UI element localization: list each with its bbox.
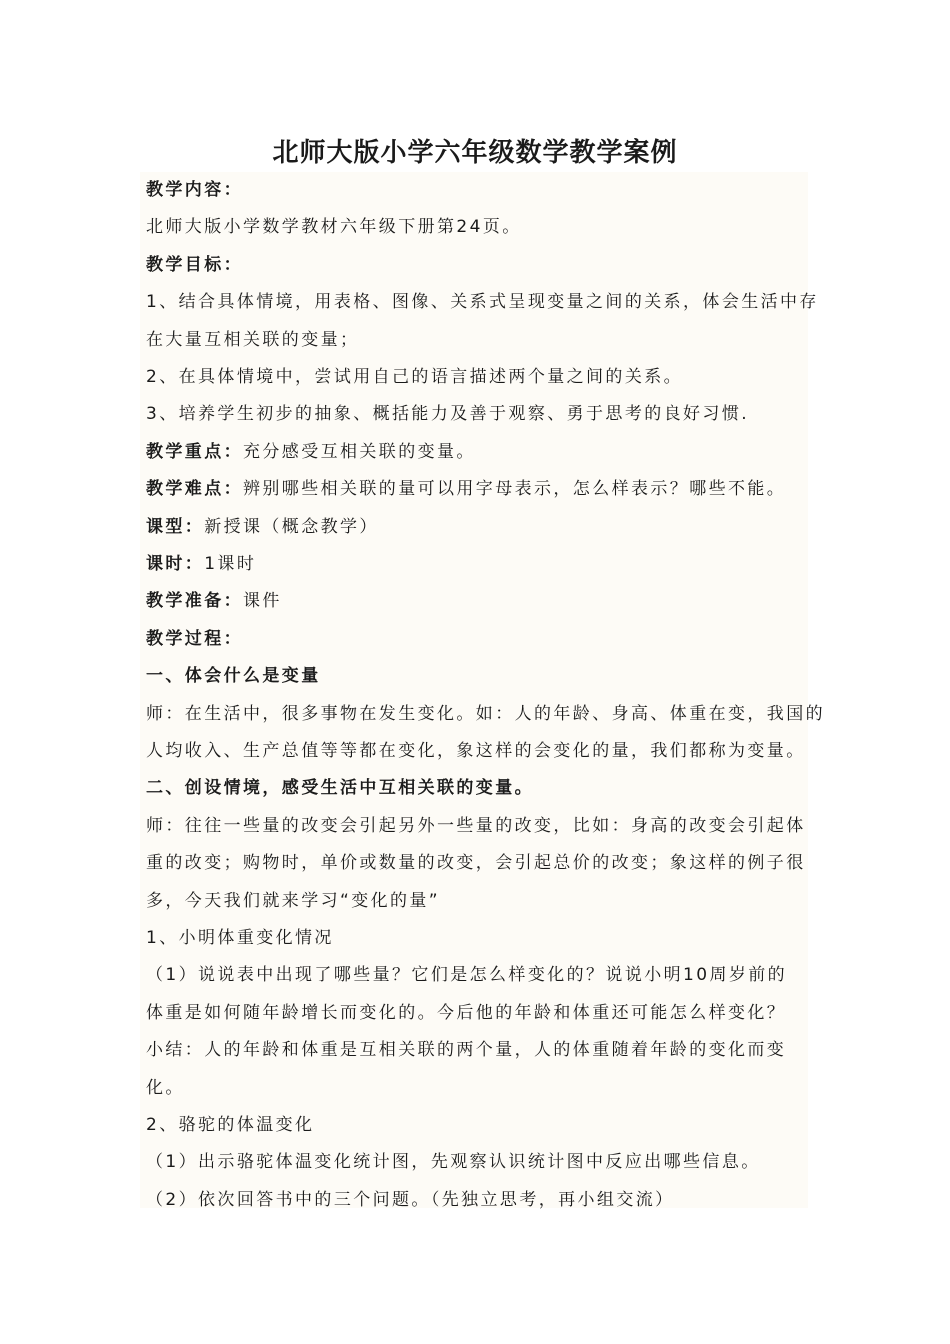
section-label: 教学目标：	[146, 254, 243, 275]
text-line	[146, 1188, 806, 1212]
line-text: 师：往往一些量的改变会引起另外一些量的改变，比如：身高的改变会引起体	[146, 815, 806, 836]
text-line	[146, 552, 806, 576]
text-line	[146, 515, 806, 539]
section-label: 教学难点：	[146, 479, 243, 500]
line-text: （1）出示骆驼体温变化统计图，先观察认识统计图中反应出哪些信息。	[146, 1152, 761, 1173]
line-text: 课件	[243, 591, 282, 612]
section-label: 教学内容：	[146, 180, 243, 200]
text-line	[146, 402, 806, 426]
text-line	[146, 440, 806, 464]
line-text: 化。	[146, 1077, 185, 1098]
line-text: 北师大版小学数学教材六年级下册第24页。	[146, 217, 522, 238]
text-line	[146, 1076, 806, 1100]
text-line	[146, 776, 806, 800]
line-text: 小结：人的年龄和体重是互相关联的两个量，人的体重随着年龄的变化而变	[146, 1040, 787, 1061]
document-title: 北师大版小学六年级数学教学案例	[272, 138, 678, 168]
line-text: 1、结合具体情境，用表格、图像、关系式呈现变量之间的关系，体会生活中存	[146, 292, 819, 313]
text-line	[146, 702, 825, 726]
line-text: 体重是如何随年龄增长而变化的。今后他的年龄和体重还可能怎么样变化？	[146, 1002, 787, 1023]
section-label: 课时：	[146, 554, 205, 574]
text-line	[146, 477, 806, 501]
line-text: 新授课（概念教学）	[204, 516, 379, 537]
text-line	[146, 1113, 806, 1137]
line-text: 充分感受互相关联的变量。	[243, 441, 476, 462]
text-line	[146, 889, 806, 913]
text-line	[146, 926, 806, 950]
text-line	[146, 178, 806, 202]
line-text: 3、培养学生初步的抽象、概括能力及善于观察、勇于思考的良好习惯.	[146, 404, 750, 425]
section-label: 教学重点：	[146, 441, 243, 462]
text-line	[146, 1038, 806, 1062]
text-line	[146, 739, 806, 763]
section-label: 二、创设情境，感受生活中互相关联的变量。	[146, 778, 534, 799]
text-line	[146, 589, 806, 613]
line-text: 多，今天我们就来学习“变化的量”	[146, 890, 441, 911]
line-text: 辨别哪些相关联的量可以用字母表示，怎么样表示？哪些不能。	[243, 479, 787, 500]
line-text: 人均收入、生产总值等等都在变化，象这样的会变化的量，我们都称为变量。	[146, 741, 806, 761]
text-line	[146, 253, 806, 277]
text-line	[146, 627, 806, 651]
text-line	[146, 290, 819, 314]
text-line	[146, 1150, 806, 1174]
text-line	[146, 851, 806, 875]
text-line	[146, 1001, 806, 1025]
text-line	[146, 814, 806, 838]
line-text: 2、骆驼的体温变化	[146, 1115, 315, 1135]
line-text: 1、小明体重变化情况	[146, 928, 334, 948]
line-text: （2）依次回答书中的三个问题。（先独立思考，再小组交流）	[146, 1189, 675, 1210]
text-line	[146, 365, 806, 389]
section-label: 教学过程：	[146, 628, 243, 649]
section-label: 课型：	[146, 516, 205, 537]
text-line	[146, 328, 806, 352]
line-text: 1课时	[204, 554, 257, 574]
text-line	[146, 215, 806, 239]
section-label: 一、体会什么是变量	[146, 666, 321, 687]
line-text: 在大量互相关联的变量；	[146, 329, 360, 350]
text-line	[146, 963, 806, 987]
text-line	[146, 664, 806, 688]
line-text: 师：在生活中，很多事物在发生变化。如：人的年龄、身高、体重在变，我国的	[146, 703, 825, 724]
section-label: 教学准备：	[146, 591, 243, 612]
line-text: 重的改变；购物时，单价或数量的改变，会引起总价的改变；象这样的例子很	[146, 853, 806, 874]
line-text: （1）说说表中出现了哪些量？它们是怎么样变化的？说说小明10周岁前的	[146, 965, 788, 986]
line-text: 2、在具体情境中，尝试用自己的语言描述两个量之间的关系。	[146, 367, 684, 387]
